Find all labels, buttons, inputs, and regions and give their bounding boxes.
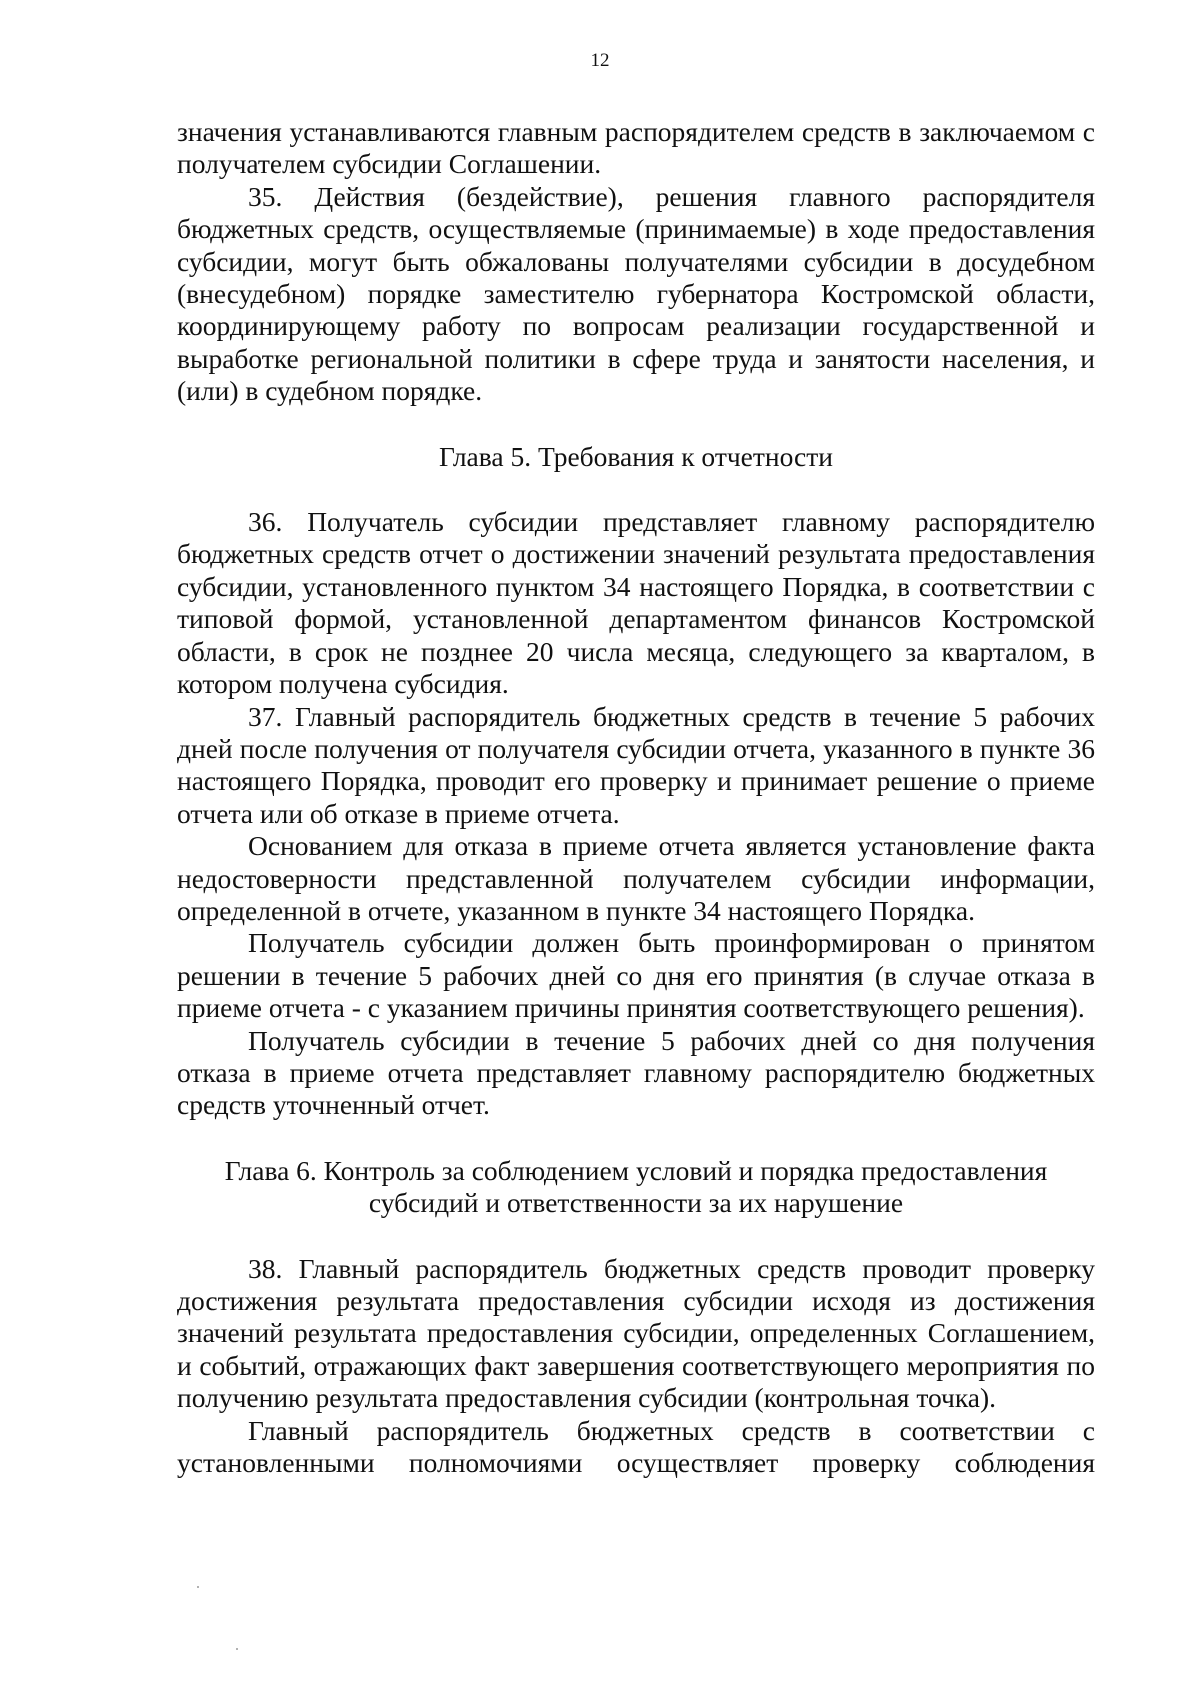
spacer <box>177 1220 1095 1253</box>
spacer <box>177 408 1095 441</box>
paragraph-corrected-report: Получатель субсидии в течение 5 рабочих дней со дня получения отказа в приеме отчета представляет главному распорядителю бюджетных средств уточненный отчет. <box>177 1024 1095 1121</box>
paragraph-37: 37. Главный распорядитель бюджетных средств в течение 5 рабочих дней после получения от получателя субсидии отчета, указанного в пункте 36 настоящего Порядка, проводит его проверку и принимает решение о приеме отчета или об отказе в приеме отчета. <box>177 700 1095 829</box>
paragraph-continuation: значения устанавливаются главным распорядителем средств в заключаемом с получателем субсидии Соглашении. <box>177 116 1095 180</box>
spacer <box>177 1122 1095 1155</box>
paragraph-38: 38. Главный распорядитель бюджетных средств проводит проверку достижения результата предоставления субсидии исходя из достижения значений результата предоставления субсидии, определенных Соглашением, и событий, отражающих факт завершения соответствующего мероприятия по получению результата предоставления субсидии (контрольная точка). <box>177 1252 1095 1414</box>
scan-speck <box>197 1586 199 1588</box>
document-body <box>177 116 1095 1479</box>
spacer <box>177 473 1095 506</box>
paragraph-36: 36. Получатель субсидии представляет главному распорядителю бюджетных средств отчет о достижении значений результата предоставления субсидии, установленного пунктом 34 настоящего Порядка, в соответствии с типовой формой, установленной департаментом финансов Костромской области, в срок не позднее 20 числа месяца, следующего за кварталом, в котором получена субсидия. <box>177 506 1095 700</box>
paragraph-compliance-check: Главный распорядитель бюджетных средств в соответствии с установленными полномочиями осуществляет проверку соблюдения <box>177 1414 1095 1479</box>
chapter-5-heading: Глава 5. Требования к отчетности <box>439 440 833 472</box>
chapter-6-heading-line-1: Глава 6. Контроль за соблюдением условий и порядка предоставления <box>224 1154 1048 1186</box>
paragraph-notification: Получатель субсидии должен быть проинформирован о принятом решении в течение 5 рабочих дней со дня его принятия (в случае отказа в приеме отчета - с указанием причины принятия соответствующего решения). <box>177 927 1095 1024</box>
chapter-6-heading-line-2: субсидий и ответственности за их нарушение <box>368 1187 904 1219</box>
paragraph-35: 35. Действия (бездействие), решения главного распорядителя бюджетных средств, осуществляемые (принимаемые) в ходе предоставления субсидии, могут быть обжалованы получателями субсидии в досудебном (внесудебном) порядке заместителю губернатора Костромской области, координирующему работу по вопросам реализации государственной и выработке региональной политики в сфере труда и занятости населения, и (или) в судебном порядке. <box>177 180 1095 407</box>
paragraph-refusal-basis: Основанием для отказа в приеме отчета является установление факта недостоверности представленной получателем субсидии информации, определенной в отчете, указанном в пункте 34 настоящего Порядка. <box>177 830 1095 926</box>
page-number: 12 <box>590 50 610 71</box>
scan-speck <box>236 1648 238 1650</box>
